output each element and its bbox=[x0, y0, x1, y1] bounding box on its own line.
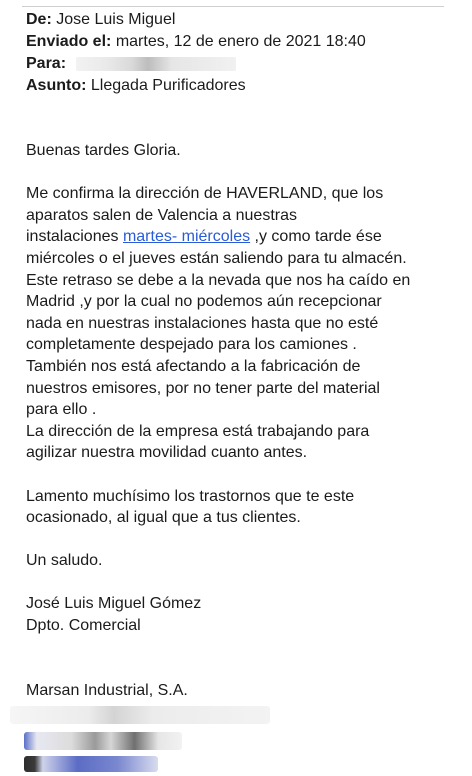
body-text: instalaciones bbox=[26, 228, 123, 246]
redacted-address bbox=[10, 706, 270, 724]
subject-value: Llegada Purificadores bbox=[90, 77, 246, 94]
sent-value: martes, 12 de enero de 2021 18:40 bbox=[115, 33, 366, 50]
body-line: miércoles o el jueves están saliendo para tu almacén. bbox=[26, 249, 407, 267]
body-line: Este retraso se debe a la nevada que nos ha caído en bbox=[26, 271, 411, 289]
redacted-recipient bbox=[76, 57, 236, 71]
body-line: ocasionado, al igual que a tus clientes. bbox=[26, 509, 301, 527]
body-line: También nos está afectando a la fabricación de bbox=[26, 357, 361, 375]
subject-label: Asunto: bbox=[26, 77, 87, 94]
from-label: De: bbox=[26, 11, 52, 28]
body-line: nada en nuestras instalaciones hasta que no esté bbox=[26, 314, 379, 332]
subject-row bbox=[26, 75, 456, 97]
body-line bbox=[26, 226, 462, 248]
body-line: La dirección de la empresa está trabajando para bbox=[26, 422, 370, 440]
email-header bbox=[26, 9, 456, 97]
greeting: Buenas tardes Gloria. bbox=[26, 142, 181, 159]
body-text: ,y como tarde ése bbox=[250, 228, 382, 246]
redacted-website bbox=[24, 732, 182, 750]
redacted-phone bbox=[24, 756, 158, 772]
sent-row bbox=[26, 31, 456, 53]
top-divider bbox=[22, 6, 444, 7]
sent-label: Enviado el: bbox=[26, 33, 112, 50]
from-value[interactable]: Jose Luis Miguel bbox=[56, 11, 176, 28]
body-line: Me confirma la dirección de HAVERLAND, que los bbox=[26, 185, 384, 203]
signature-name: José Luis Miguel Gómez bbox=[26, 595, 202, 613]
email-body bbox=[26, 140, 462, 701]
signature-dept: Dpto. Comercial bbox=[26, 617, 141, 635]
date-link[interactable]: martes- miércoles bbox=[122, 228, 251, 246]
to-row bbox=[26, 53, 456, 75]
to-label: Para: bbox=[26, 55, 67, 72]
company-name: Marsan Industrial, S.A. bbox=[26, 681, 188, 699]
from-row bbox=[26, 9, 456, 31]
body-line: nuestros emisores, por no tener parte del material bbox=[26, 379, 380, 397]
body-line: agilizar nuestra movilidad cuanto antes. bbox=[26, 444, 308, 462]
body-line: completamente despejado para los camiones . bbox=[26, 336, 357, 354]
body-line: Lamento muchísimo los trastornos que te este bbox=[26, 487, 355, 505]
body-line: Madrid ,y por la cual no podemos aún recepcionar bbox=[26, 293, 382, 311]
body-line: para ello . bbox=[26, 401, 97, 419]
body-line: aparatos salen de Valencia a nuestras bbox=[26, 206, 297, 224]
closing: Un saludo. bbox=[26, 552, 103, 570]
